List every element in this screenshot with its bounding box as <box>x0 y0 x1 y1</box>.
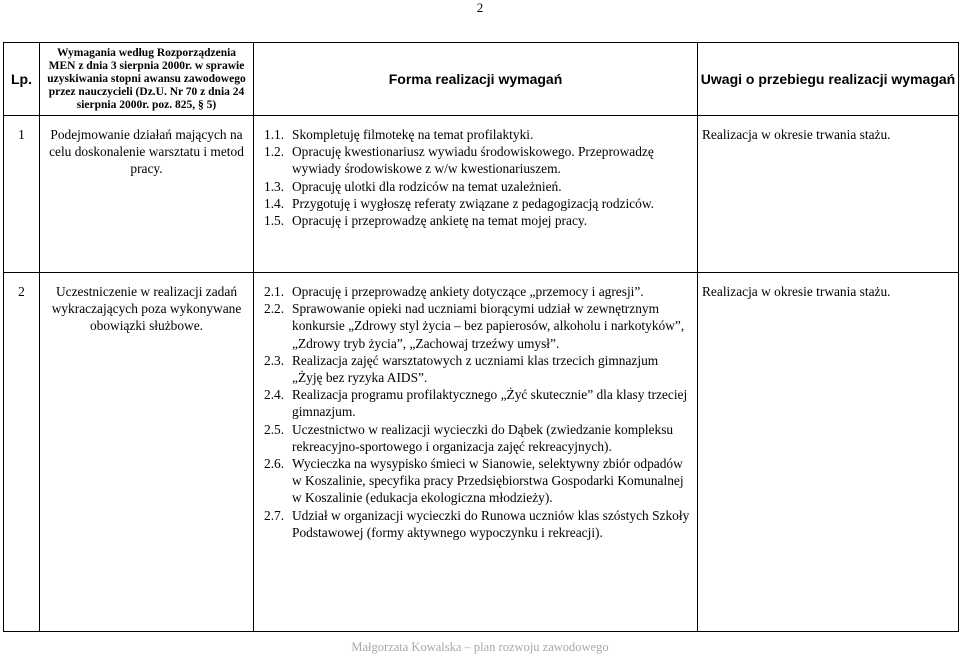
list-item <box>264 455 691 507</box>
item-number: 2.2. <box>264 301 285 317</box>
list-item <box>264 386 691 420</box>
item-number: 1.4. <box>264 195 285 211</box>
table-row <box>4 273 959 632</box>
header-notes: Uwagi o przebiegu realizacji wymagań <box>698 43 959 116</box>
list-item <box>264 195 691 212</box>
item-text: Opracuję kwestionariusz wywiadu środowiskowego. Przeprowadzę wywiady środowiskowe z w/w kwestionariuszem. <box>292 144 654 177</box>
item-text: Opracuję i przeprowadzę ankietę na temat mojej pracy. <box>292 213 588 229</box>
row-lp: 2 <box>4 273 40 632</box>
list-item <box>264 300 691 352</box>
item-number: 2.3. <box>264 352 285 368</box>
list-item <box>264 143 691 177</box>
item-number: 2.4. <box>264 387 285 403</box>
row-form-list <box>254 116 698 273</box>
list-item <box>264 212 691 229</box>
list-item <box>264 178 691 195</box>
item-number: 2.5. <box>264 421 285 437</box>
item-text: Realizacja zajęć warsztatowych z uczniami klas trzecich gimnazjum „Żyję bez ryzyka AIDS”. <box>292 352 659 386</box>
page-number: 2 <box>476 0 484 15</box>
item-text: Opracuję ulotki dla rodziców na temat uzależnień. <box>292 178 562 194</box>
row-requirement: Podejmowanie działań mających na celu doskonalenie warsztatu i metod pracy. <box>40 116 254 273</box>
header-form: Forma realizacji wymagań <box>254 43 698 116</box>
item-number: 1.1. <box>264 127 285 142</box>
item-text: Przygotuję i wygłoszę referaty związane z pedagogizacją rodziców. <box>292 195 654 211</box>
item-text: Wycieczka na wysypisko śmieci w Sianowie, selektywny zbiór odpadów w Koszalinie, specyfika pracy Przedsiębiorstwa Gospodarki Komunalnej w Koszalinie (edukacja ekologiczna młodzieży). <box>292 456 684 506</box>
header-lp: Lp. <box>4 43 40 116</box>
list-item <box>264 126 691 143</box>
item-text: Udział w organizacji wycieczki do Runowa uczniów klas szóstych Szkoły Podstawowej (formy aktywnego wypoczynku i rekreacji). <box>292 507 690 540</box>
row-notes: Realizacja w okresie trwania stażu. <box>698 116 959 273</box>
list-item <box>264 283 691 300</box>
row-form-list <box>254 273 698 632</box>
page-footer: Małgorzata Kowalska – plan rozwoju zawodowego <box>351 640 609 654</box>
item-number: 1.2. <box>264 144 285 160</box>
row-notes: Realizacja w okresie trwania stażu. <box>698 273 959 632</box>
table-header-row <box>4 43 959 116</box>
item-text: Realizacja programu profilaktycznego „Żyć skutecznie” dla klasy trzeciej gimnazjum. <box>292 387 688 420</box>
header-requirements: Wymagania według Rozporządzenia MEN z dnia 3 sierpnia 2000r. w sprawie uzyskiwania stopni awansu zawodowego przez nauczycieli (Dz.U. Nr 70 z dnia 24 sierpnia 2000r. poz. 825, § 5) <box>40 43 254 116</box>
item-text: Opracuję i przeprowadzę ankiety dotyczące „przemocy i agresji”. <box>292 284 644 299</box>
row-requirement: Uczestniczenie w realizacji zadań wykraczających poza wykonywane obowiązki służbowe. <box>40 273 254 632</box>
list-item <box>264 421 691 455</box>
item-number: 2.7. <box>264 507 285 523</box>
item-number: 1.3. <box>264 178 285 194</box>
table-row <box>4 116 959 273</box>
list-item <box>264 507 691 541</box>
row-lp: 1 <box>4 116 40 273</box>
item-number: 1.5. <box>264 213 285 229</box>
item-number: 2.1. <box>264 284 285 299</box>
list-item <box>264 352 691 386</box>
item-text: Uczestnictwo w realizacji wycieczki do Dąbek (zwiedzanie kompleksu rekreacyjno-sportowego i organizacja zajęć rekreacyjnych). <box>292 421 674 454</box>
item-number: 2.6. <box>264 456 285 472</box>
item-text: Skompletuję filmotekę na temat profilaktyki. <box>292 127 534 142</box>
item-text: Sprawowanie opieki nad uczniami biorącymi udział w zewnętrznym konkursie „Zdrowy styl życia – bez papierosów, alkoholu i narkotyków”, „Zdrowy tryb życia”, „Zachowaj trzeźwy umysł”. <box>292 301 685 351</box>
requirements-table <box>3 42 959 632</box>
